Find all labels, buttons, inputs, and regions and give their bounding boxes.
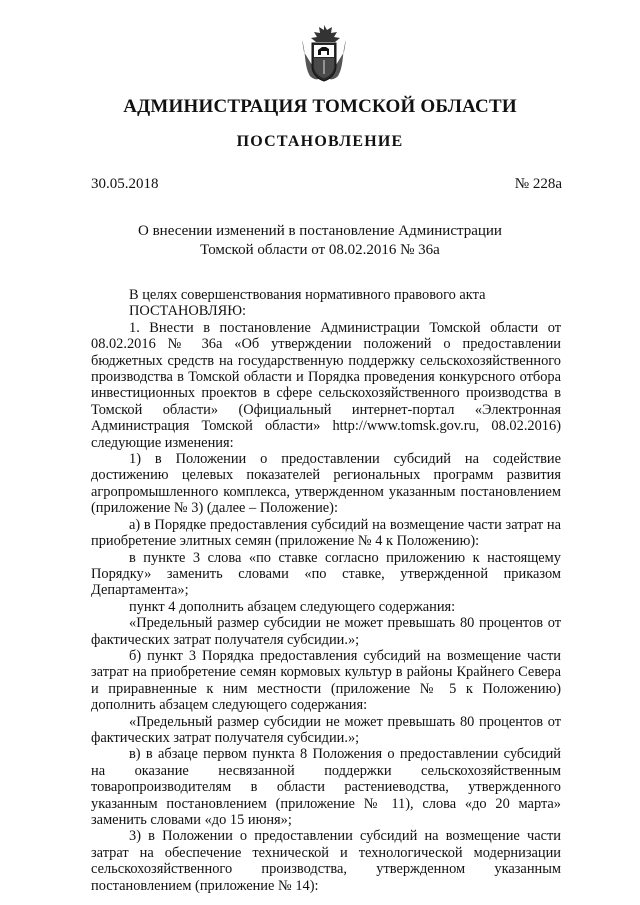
paragraph-quote-1: «Предельный размер субсидии не может превышать 80 процентов от фактических затрат получателя субсидии.»; <box>91 615 561 648</box>
organization-title: АДМИНИСТРАЦИЯ ТОМСКОЙ ОБЛАСТИ <box>123 96 517 117</box>
paragraph-subitem-b: б) пункт 3 Порядка предоставления субсидий на возмещение части затрат на приобретение семян кормовых культур в районы Крайнего Севера и приравненные к ним местности (приложение № 5 к Положению) дополнить абзацем следующего содержания: <box>91 647 561 714</box>
paragraph-subitem-v: в) в абзаце первом пункта 8 Положения о предоставлении субсидий на оказание несвязанной поддержки сельскохозяйственным товаропроизводителям в области растениеводства, утвержденного указанным постановлением (приложение № 11), слова «до 20 марта» заменить словами «до 15 июня»; <box>91 746 561 828</box>
paragraph-subitem-a: а) в Порядке предоставления субсидий на возмещение части затрат на приобретение элитных семян (приложение № 4 к Положению): <box>91 516 561 550</box>
document-type: ПОСТАНОВЛЕНИЕ <box>236 133 404 150</box>
paragraph-resolve: ПОСТАНОВЛЯЮ: <box>129 303 247 320</box>
paragraph-point-3-change: в пункте 3 слова «по ставке согласно приложению к настоящему Порядку» заменить словами «по ставке, утвержденной приказом Департамента»; <box>91 549 561 599</box>
paragraph-subitem-3: 3) в Положении о предоставлении субсидий на возмещение части затрат на обеспечение технической и технологической модернизации сельскохозяйственного производства, утвержденном указанным постановлением (приложение № 14): <box>91 828 561 894</box>
document-number: № 228а <box>514 176 562 192</box>
paragraph-preamble: В целях совершенствования нормативного правового акта <box>129 287 486 303</box>
document-date: 30.05.2018 <box>91 176 159 192</box>
paragraph-point-4-add: пункт 4 дополнить абзацем следующего содержания: <box>129 598 456 615</box>
subject-line-1: О внесении изменений в постановление Администрации <box>138 223 502 239</box>
document-subject <box>0 222 640 260</box>
paragraph-item-1: 1. Внести в постановление Администрации Томской области от 08.02.2016 № 36а «Об утверждении положений о предоставлении бюджетных средств на государственную поддержку сельскохозяйственного производства в Томской области и Порядка проведения конкурсного отбора инвестиционных проектов в сфере сельскохозяйственного производства в Томской области» (Официальный интернет-портал «Электронная Администрация Томской области» http://www.tomsk.gov.ru, 08.02.2016) следующие изменения: <box>91 319 561 451</box>
document-body <box>91 287 561 894</box>
subject-line-2: Томской области от 08.02.2016 № 36а <box>200 242 440 258</box>
coat-of-arms-icon <box>296 22 352 84</box>
paragraph-subitem-1: 1) в Положении о предоставлении субсидий на содействие достижению целевых показателей региональных программ развития агропромышленного комплекса, утвержденном указанным постановлением (приложение № 3) (далее – Положение): <box>91 451 561 517</box>
paragraph-quote-2: «Предельный размер субсидии не может превышать 80 процентов от фактических затрат получателя субсидии.»; <box>91 713 561 746</box>
